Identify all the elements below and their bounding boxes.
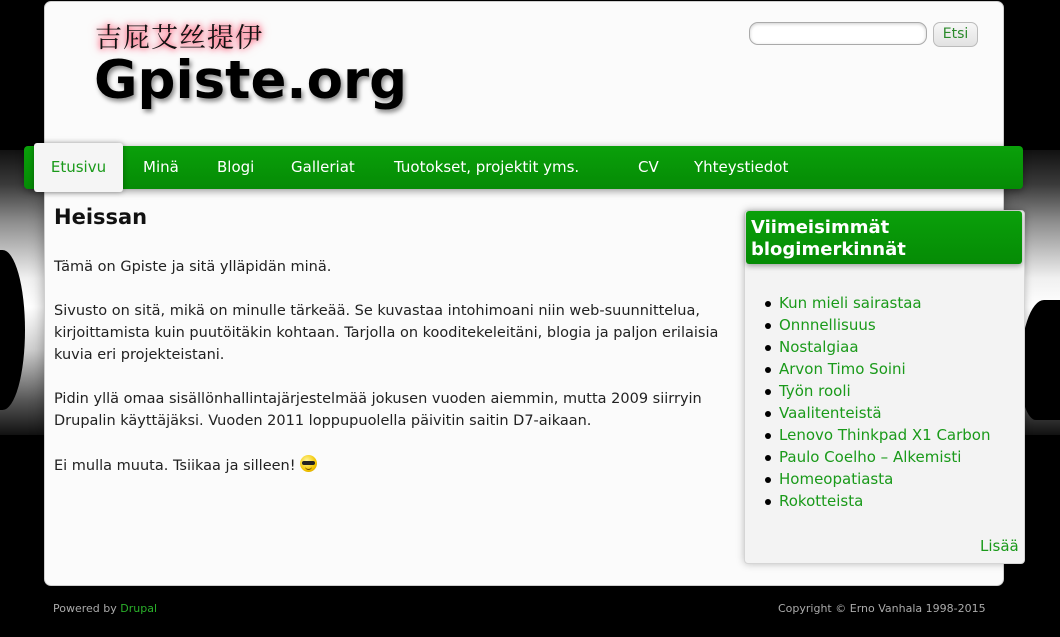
cms-paragraph: Pidin yllä omaa sisällönhallintajärjestelmää jokusen vuoden aiemmin, mutta 2009 siirryin Drupalin käyttäjäksi. Vuoden 2011 loppupuolella päivitin saitin D7-aikaan.: [54, 391, 702, 429]
nav-item-blogi[interactable]: Blogi: [217, 158, 255, 176]
blog-post-link[interactable]: Lenovo Thinkpad X1 Carbon: [765, 424, 991, 446]
nav-item-etusivu[interactable]: Etusivu: [34, 143, 123, 192]
blog-post-link[interactable]: Vaalitenteistä: [765, 402, 991, 424]
blog-post-link[interactable]: Paulo Coelho – Alkemisti: [765, 446, 991, 468]
search-button[interactable]: Etsi: [933, 22, 978, 47]
nav-item-tuotokset[interactable]: Tuotokset, projektit yms.: [394, 158, 580, 176]
blog-post-link[interactable]: Rokotteista: [765, 490, 991, 512]
about-paragraph: Sivusto on sitä, mikä on minulle tärkeää. Se kuvastaa intohimoani niin web-suunnittelua, kirjoittamista kuin puutöitäkin kohtaan. Tarjolla on kooditekeleitäni, blogia ja paljon erilaisia kuvia eri projekteistani.: [54, 303, 719, 363]
footer-powered-by: [53, 602, 157, 615]
drupal-link[interactable]: Drupal: [120, 602, 158, 615]
nav-item-mina[interactable]: Minä: [143, 158, 179, 176]
powered-by-text: Powered by: [53, 602, 121, 615]
blog-post-link[interactable]: Onnnellisuus: [765, 314, 991, 336]
nav-item-yhteystiedot[interactable]: Yhteystiedot: [694, 158, 789, 176]
page-title: Heissan: [54, 205, 148, 229]
nav-item-cv[interactable]: CV: [638, 158, 659, 176]
search-input[interactable]: [749, 22, 927, 45]
blog-post-link[interactable]: Arvon Timo Soini: [765, 358, 991, 380]
closing-text: Ei mulla muuta. Tsiikaa ja silleen!: [54, 458, 296, 474]
sunglasses-smiley-icon: [300, 455, 317, 472]
more-posts-link[interactable]: Lisää: [980, 537, 1019, 555]
site-name-chinese[interactable]: 吉屁艾丝提伊: [95, 23, 263, 54]
blog-post-link[interactable]: Nostalgiaa: [765, 336, 991, 358]
main-navigation: [24, 146, 1023, 189]
closing-paragraph: [54, 455, 724, 477]
nav-item-galleriat[interactable]: Galleriat: [291, 158, 355, 176]
recent-posts-title: Viimeisimmät blogimerkinnät: [746, 211, 1022, 264]
recent-posts-list: [765, 292, 991, 512]
blog-post-link[interactable]: Kun mieli sairastaa: [765, 292, 991, 314]
site-name[interactable]: Gpiste.org: [94, 50, 408, 111]
blog-post-link[interactable]: Homeopatiasta: [765, 468, 991, 490]
intro-paragraph: Tämä on Gpiste ja sitä ylläpidän minä.: [54, 259, 332, 275]
footer-copyright: Copyright © Erno Vanhala 1998-2015: [778, 602, 986, 615]
blog-post-link[interactable]: Työn rooli: [765, 380, 991, 402]
